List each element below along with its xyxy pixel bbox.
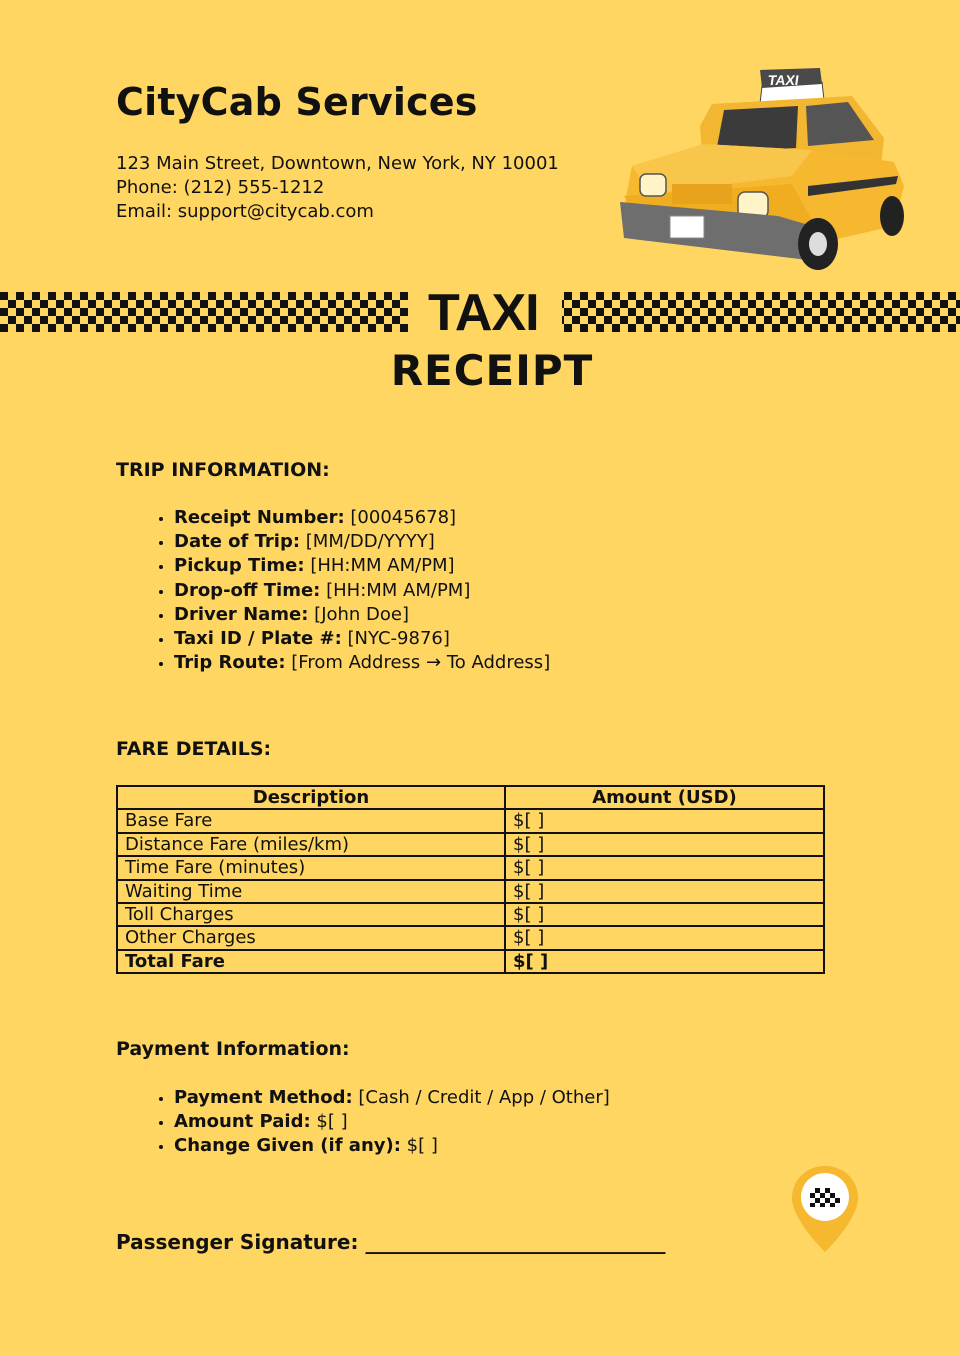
company-contact	[116, 152, 559, 224]
table-row: Other Charges $[ ]	[117, 926, 824, 949]
list-item: • Taxi ID / Plate #: [NYC-9876]	[174, 627, 550, 651]
list-item: • Pickup Time: [HH:MM AM/PM]	[174, 554, 550, 578]
taxi-location-pin-icon	[790, 1164, 860, 1254]
title-taxi: TAXI	[428, 284, 539, 342]
checkered-band-left	[0, 292, 408, 332]
taxi-car-icon	[612, 66, 912, 270]
fare-table	[116, 785, 825, 974]
list-item: • Driver Name: [John Doe]	[174, 603, 550, 627]
company-phone: Phone: (212) 555-1212	[116, 177, 325, 198]
table-row: Waiting Time $[ ]	[117, 880, 824, 903]
payment-information-heading: Payment Information:	[116, 1038, 350, 1060]
total-fare-row: Total Fare $[ ]	[117, 950, 824, 973]
list-item: • Trip Route: [From Address → To Address]	[174, 651, 550, 675]
table-row: Time Fare (minutes) $[ ]	[117, 856, 824, 879]
payment-information-list	[116, 1086, 610, 1159]
list-item: • Drop-off Time: [HH:MM AM/PM]	[174, 579, 550, 603]
company-email: Email: support@citycab.com	[116, 201, 374, 222]
checkered-band-right	[562, 292, 960, 332]
signature-line[interactable]: ______________________________	[365, 1230, 666, 1254]
trip-information-list	[116, 506, 550, 675]
taxi-sign-text: TAXI	[766, 72, 800, 88]
column-header-description: Description	[117, 786, 505, 809]
table-header-row	[117, 786, 824, 809]
list-item: • Date of Trip: [MM/DD/YYYY]	[174, 530, 550, 554]
company-address: 123 Main Street, Downtown, New York, NY 10001	[116, 153, 559, 174]
table-row: Distance Fare (miles/km) $[ ]	[117, 833, 824, 856]
table-row: Toll Charges $[ ]	[117, 903, 824, 926]
list-item: • Change Given (if any): $[ ]	[174, 1134, 610, 1158]
trip-information-heading: TRIP INFORMATION:	[116, 459, 330, 481]
list-item: • Receipt Number: [00045678]	[174, 506, 550, 530]
list-item: • Payment Method: [Cash / Credit / App / Other]	[174, 1086, 610, 1110]
fare-details-heading: FARE DETAILS:	[116, 738, 272, 760]
title-receipt: RECEIPT	[390, 346, 594, 395]
signature-label: Passenger Signature:	[116, 1230, 359, 1254]
passenger-signature	[116, 1230, 665, 1254]
table-row: Base Fare $[ ]	[117, 809, 824, 832]
column-header-amount: Amount (USD)	[505, 786, 824, 809]
list-item: • Amount Paid: $[ ]	[174, 1110, 610, 1134]
company-name: CityCab Services	[116, 80, 478, 124]
